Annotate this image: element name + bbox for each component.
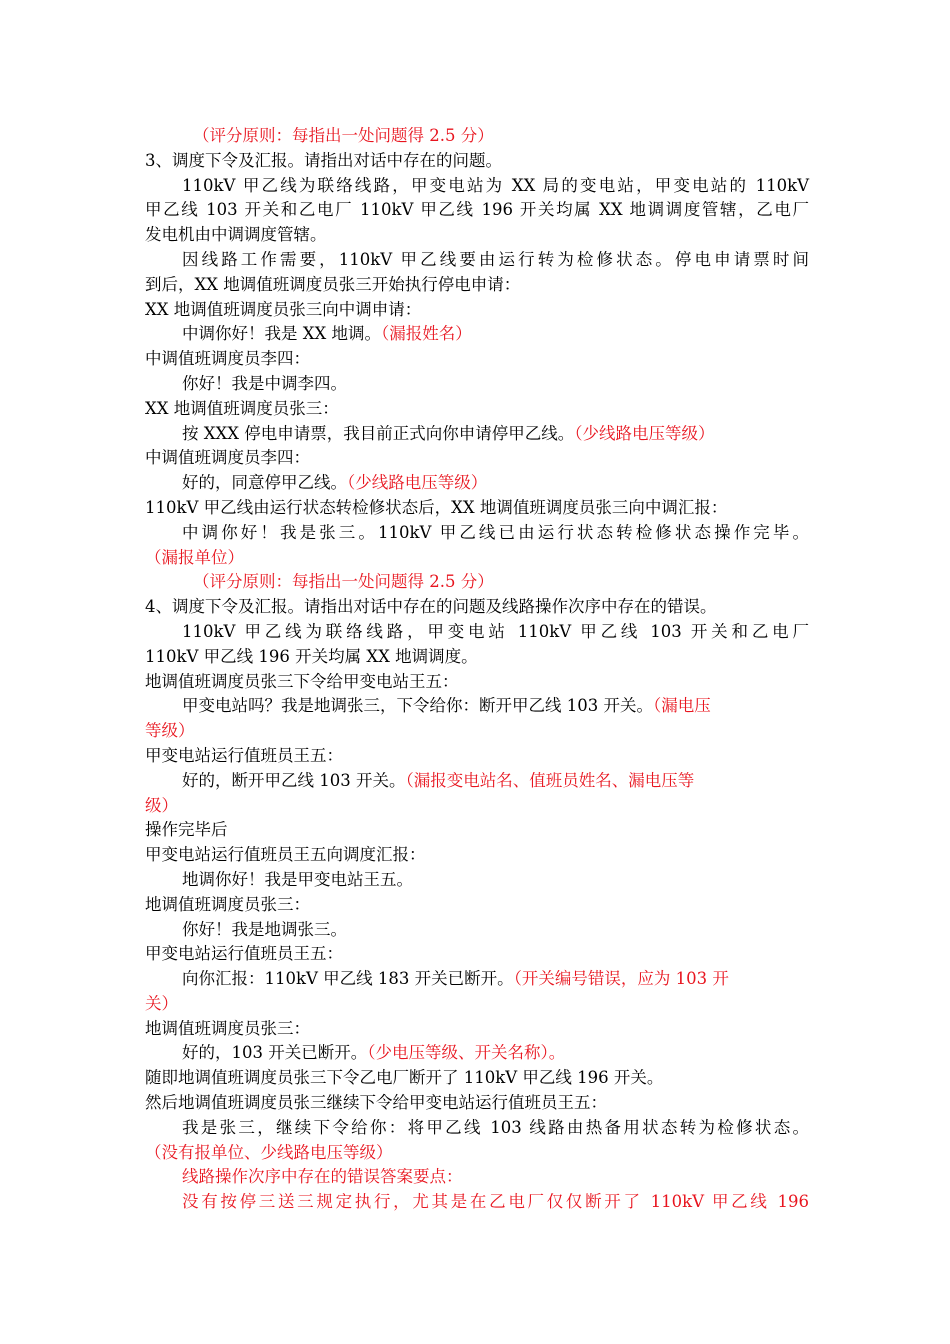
dialogue-line: 我是张三，继续下令给你：将甲乙线 103 线路由热备用状态转为检修状态。 — [182, 1117, 809, 1137]
dialogue-line: 好的，同意停甲乙线。（少线路电压等级） — [182, 473, 488, 493]
dialogue-line: 向你汇报：110kV 甲乙线 183 开关已断开。（开关编号错误，应为 103 开 — [182, 969, 729, 989]
speaker-label: 甲变电站运行值班员王五向调度汇报： — [145, 845, 426, 865]
red-note: （评分原则：每指出一处问题得 2.5 分） — [193, 126, 494, 145]
dialogue-line: 好的，断开甲乙线 103 开关。（漏报变电站名、值班员姓名、漏电压等 — [182, 770, 695, 790]
answer-heading — [145, 1165, 809, 1190]
dialogue-line — [145, 1141, 809, 1166]
dialogue-line — [145, 992, 809, 1017]
dialogue-line: 甲变电站吗？我是地调张三，下令给你：断开甲乙线 103 开关。（漏电压 — [182, 696, 711, 716]
paragraph-line: 110kV 甲乙线为联络线路，甲变电站为 XX 局的变电站，甲变电站的 110kV — [182, 175, 809, 195]
paragraph-line: 110kV 甲乙线由运行状态转检修状态后，XX 地调值班调度员张三向中调汇报： — [145, 497, 728, 517]
paragraph-line: 110kV 甲乙线 196 开关均属 XX 地调调度。 — [145, 646, 478, 666]
document-body — [145, 124, 809, 1215]
paragraph-line: 因线路工作需要，110kV 甲乙线要由运行转为检修状态。停电申请票时间 — [182, 249, 809, 269]
paragraph-line: 到后，XX 地调值班调度员张三开始执行停电申请： — [145, 274, 521, 294]
red-note: （漏报姓名） — [380, 324, 472, 344]
dialogue-line — [145, 794, 809, 819]
red-note: （少线路电压等级） — [347, 473, 488, 493]
paragraph-line: 发电机由中调调度管辖。 — [145, 225, 327, 245]
dialogue-line — [145, 546, 809, 571]
speaker-label: 中调值班调度员李四： — [145, 448, 310, 468]
red-note: 关） — [145, 993, 178, 1013]
paragraph-line: 然后地调值班调度员张三继续下令给甲变电站运行值班员王五： — [145, 1093, 607, 1113]
speaker-label: 甲变电站运行值班员王五： — [145, 944, 343, 964]
speaker-label: XX 地调值班调度员张三： — [145, 398, 339, 418]
dialogue-line: 中调你好！我是张三。110kV 甲乙线已由运行状态转检修状态操作完毕。 — [182, 522, 809, 542]
speaker-label: 地调值班调度员张三： — [145, 1018, 310, 1038]
speaker-label: 地调值班调度员张三下令给甲变电站王五： — [145, 671, 459, 691]
red-note: 级） — [145, 795, 178, 815]
red-note: （没有报单位、少线路电压等级） — [145, 1142, 393, 1162]
red-note: （开关编号错误，应为 103 开 — [513, 969, 729, 989]
speaker-label: 甲变电站运行值班员王五： — [145, 745, 343, 765]
red-note: （漏报变电站名、值班员姓名、漏电压等 — [405, 770, 695, 790]
paragraph-line: 110kV 甲乙线为联络线路，甲变电站 110kV 甲乙线 103 开关和乙电厂 — [182, 621, 809, 641]
dialogue-line: 你好！我是地调张三。 — [182, 919, 347, 939]
dialogue-line: 中调你好！我是 XX 地调。（漏报姓名） — [182, 324, 472, 344]
red-note: （漏电压 — [652, 696, 711, 716]
paragraph-line: 操作完毕后 — [145, 820, 228, 840]
red-note: 等级） — [145, 721, 195, 741]
paragraph-line: 随即地调值班调度员张三下令乙电厂断开了 110kV 甲乙线 196 开关。 — [145, 1068, 664, 1088]
dialogue-line: 地调你好！我是甲变电站王五。 — [182, 869, 413, 889]
paragraph-line: 甲乙线 103 开关和乙电厂 110kV 甲乙线 196 开关均属 XX 地调调度管辖，乙电厂 — [145, 200, 809, 220]
red-note: （少电压等级、开关名称）。 — [367, 1043, 566, 1063]
question-4-heading: 4、调度下令及汇报。请指出对话中存在的问题及线路操作次序中存在的错误。 — [145, 597, 717, 617]
dialogue-line: 按 XXX 停电申请票，我目前正式向你申请停甲乙线。（少线路电压等级） — [182, 423, 715, 443]
scoring-note — [145, 124, 809, 149]
red-note: 线路操作次序中存在的错误答案要点： — [182, 1167, 463, 1187]
red-note: 没有按停三送三规定执行，尤其是在乙电厂仅仅断开了 110kV 甲乙线 196 — [182, 1192, 809, 1212]
red-note: （漏报单位） — [145, 547, 244, 567]
speaker-label: 中调值班调度员李四： — [145, 349, 310, 369]
scoring-note — [145, 570, 809, 595]
speaker-label: XX 地调值班调度员张三向中调申请： — [145, 299, 422, 319]
red-note: （评分原则：每指出一处问题得 2.5 分） — [193, 572, 494, 592]
dialogue-line: 你好！我是中调李四。 — [182, 373, 347, 393]
question-3-heading: 3、调度下令及汇报。请指出对话中存在的问题。 — [145, 150, 502, 170]
dialogue-line: 好的，103 开关已断开。（少电压等级、开关名称）。 — [182, 1043, 566, 1063]
dialogue-line — [145, 719, 809, 744]
speaker-label: 地调值班调度员张三： — [145, 894, 310, 914]
answer-line — [145, 1190, 809, 1215]
red-note: （少线路电压等级） — [574, 423, 715, 443]
